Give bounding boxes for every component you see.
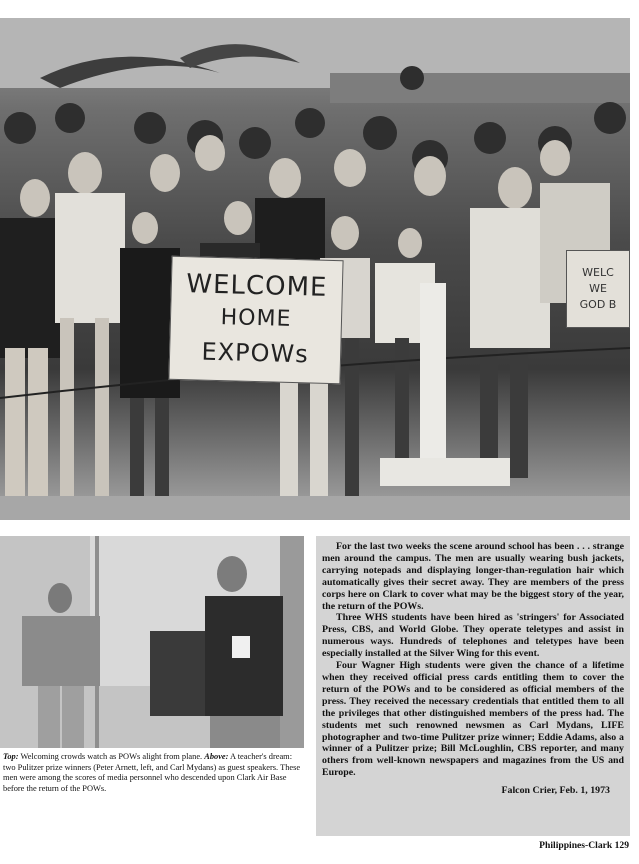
sign-text-welcome: WELCOME	[185, 269, 328, 303]
article-paragraph: Three WHS students have been hired as 'stringers' for Associated Press, CBS, and World Globe. They operate teletypes and assist in numerous ways. Hundreds of telephones and teletypes have been especially installed at the Silver Wing for this event.	[322, 612, 624, 660]
article-paragraph: For the last two weeks the scene around school has been . . . strange men around the campus. The men are usually wearing bush jackets, carrying notepads and displaying longer-than-regulation hair which automatically gives their secret away. They are members of the press corps here on Clark to cover what may be the biggest story of the year, the return of the POWs.	[322, 541, 624, 612]
page-footer: Philippines-Clark 129	[539, 840, 629, 851]
side-sign	[566, 250, 630, 328]
sign-text-home: HOME	[220, 305, 292, 332]
welcome-home-sign	[168, 256, 343, 384]
article-paragraph: Four Wagner High students were given the chance of a lifetime when they received official press cards entitling them to cover the return of the POWs and to be considered as official members of the press. They received the necessary credentials that entitled them to all the privileges that other distinguished members of the press had. The students met such renowned newsmen as Carl Mydans, LIFE photographer and two-time Pulitzer prize winner; Eddie Adams, also a winner of a Pulitzer prize; Bill McLoughlin, CBS reporter, and many others from well-known newspapers and magazines from the US and Europe.	[322, 660, 624, 779]
side-sign-line3: GOD B	[579, 298, 617, 311]
photo-caption	[3, 752, 303, 794]
speakers-illustration	[0, 536, 304, 748]
caption-lead-top: Top:	[3, 752, 19, 761]
caption-text-top: Welcoming crowds watch as POWs alight from plane.	[18, 752, 205, 761]
crowd-photo	[0, 18, 630, 520]
article-box	[316, 536, 630, 836]
article-source: Falcon Crier, Feb. 1, 1973	[501, 785, 610, 797]
side-sign-line2: WE	[589, 282, 607, 295]
side-sign-line1: WELC	[582, 266, 614, 279]
caption-lead-above: Above:	[204, 752, 229, 761]
guest-speakers-photo	[0, 536, 304, 748]
caption-text-above: A teacher's dream: two Pulitzer prize winners (Peter Arnett, left, and Carl Mydans) as guest speakers. These men were among the scores of media personnel who descended upon Clark Air Base before the return of the POWs.	[3, 752, 301, 793]
sign-text-expows: EXPOWs	[201, 337, 310, 369]
